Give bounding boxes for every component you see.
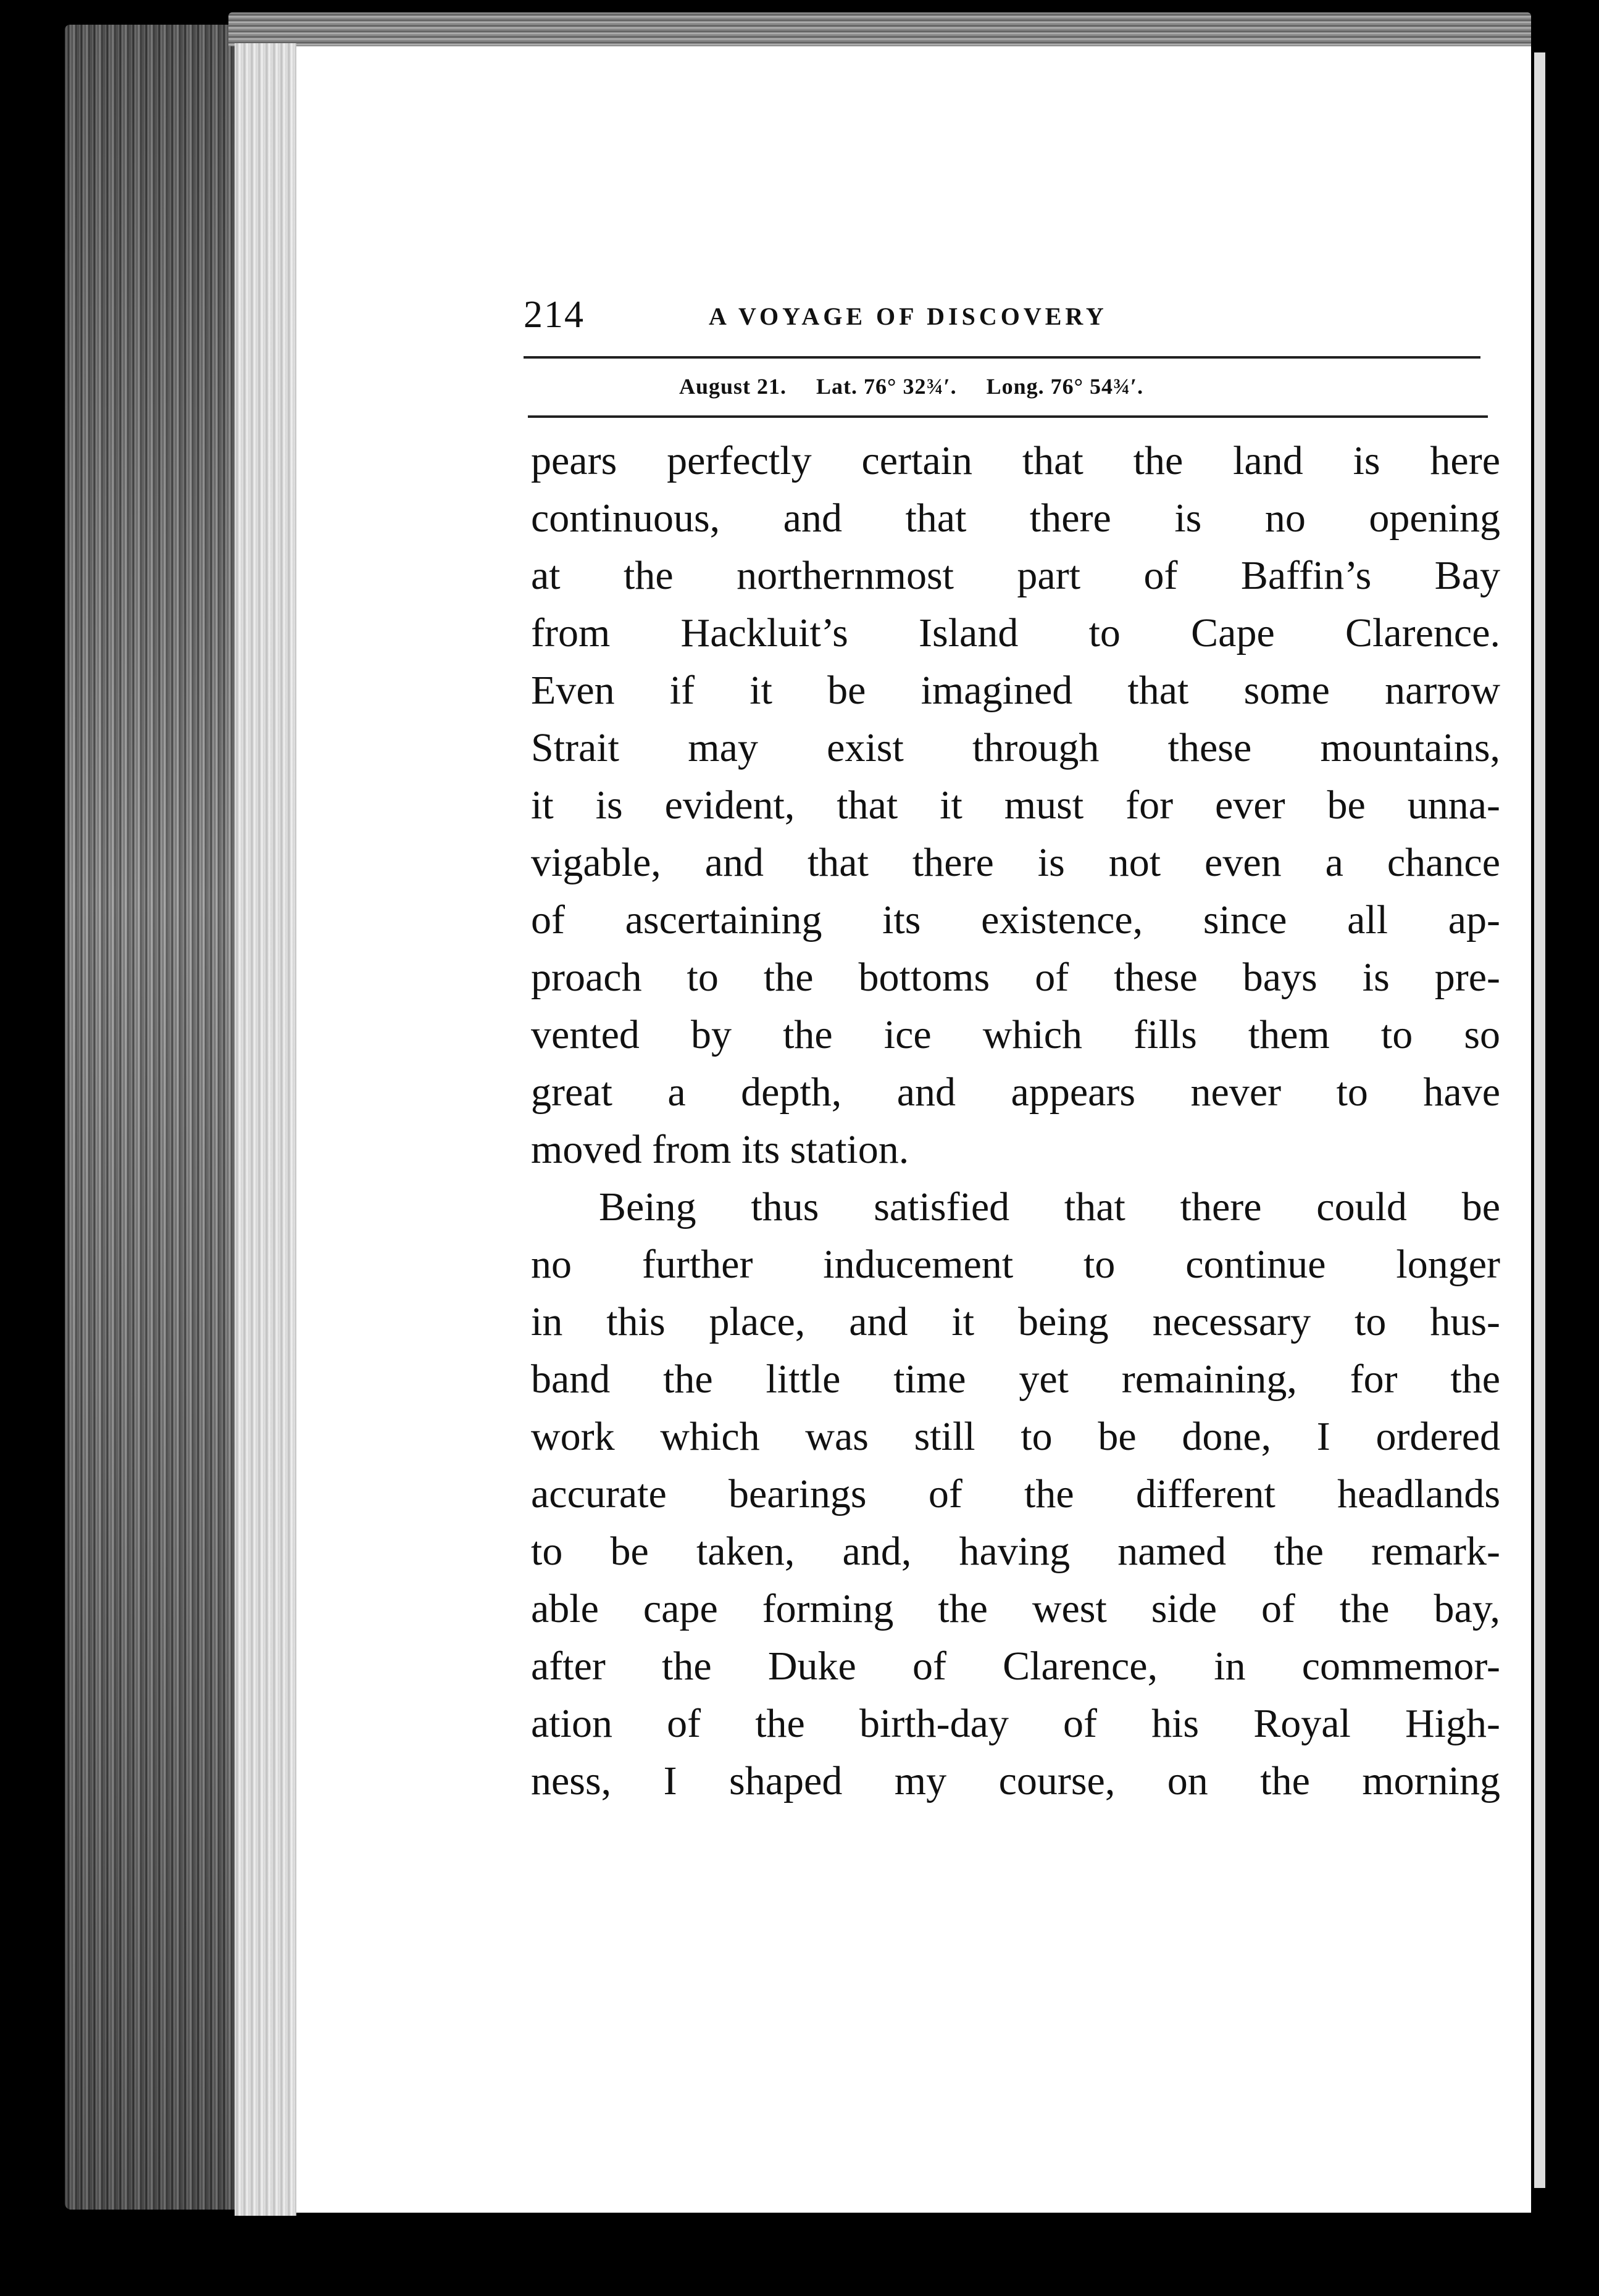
text-line: Being thus satisfied that there could be (599, 1184, 1500, 1229)
header-rule-top (524, 356, 1480, 359)
text-line: accurate bearings of the different headlands (531, 1471, 1500, 1516)
page-number: 214 (524, 294, 585, 336)
text-line: Strait may exist through these mountains, (531, 725, 1500, 770)
text-line: after the Duke of Clarence, in commemor- (531, 1644, 1500, 1689)
text-line: continuous, and that there is no opening (531, 496, 1500, 541)
date-position-line (679, 373, 1420, 399)
paragraph-2 (531, 1178, 1500, 1810)
date-text: August 21. (679, 374, 787, 399)
book-page (290, 46, 1531, 2213)
text-line: band the little time yet remaining, for the (531, 1357, 1500, 1402)
latitude-text: Lat. 76° 32¾′. (816, 374, 957, 399)
text-line: to be taken, and, having named the remark- (531, 1529, 1500, 1574)
text-line: great a depth, and appears never to have (531, 1070, 1500, 1115)
text-line: vented by the ice which fills them to so (531, 1012, 1500, 1057)
longitude-text: Long. 76° 54¾′. (986, 374, 1144, 399)
top-page-edge (228, 12, 1531, 46)
text-line: at the northernmost part of Baffin’s Bay (531, 553, 1500, 598)
text-line: in this place, and it being necessary to hus- (531, 1299, 1500, 1344)
text-line: ation of the birth-day of his Royal High- (531, 1701, 1500, 1746)
paragraph-1 (531, 432, 1500, 1178)
header-rule-bottom (528, 415, 1488, 418)
text-line: of ascertaining its existence, since all ap- (531, 897, 1500, 942)
text-line: vigable, and that there is not even a chance (531, 840, 1500, 885)
running-title: A VOYAGE OF DISCOVERY (709, 302, 1108, 330)
page-right-edge (1534, 52, 1545, 2188)
text-line: no further inducement to continue longer (531, 1242, 1500, 1287)
text-line: work which was still to be done, I ordered (531, 1414, 1500, 1459)
text-line: it is evident, that it must for ever be unna- (531, 783, 1500, 828)
body-text (531, 432, 1500, 1810)
text-line: able cape forming the west side of the bay, (531, 1586, 1500, 1631)
inner-page-edges (235, 43, 296, 2216)
text-line: moved from its station. (531, 1127, 909, 1172)
text-line: ness, I shaped my course, on the morning (531, 1758, 1500, 1803)
text-line: Even if it be imagined that some narrow (531, 668, 1500, 713)
text-line: from Hackluit’s Island to Cape Clarence. (531, 610, 1500, 655)
text-line: pears perfectly certain that the land is here (531, 438, 1500, 483)
text-line: proach to the bottoms of these bays is pre- (531, 955, 1500, 1000)
